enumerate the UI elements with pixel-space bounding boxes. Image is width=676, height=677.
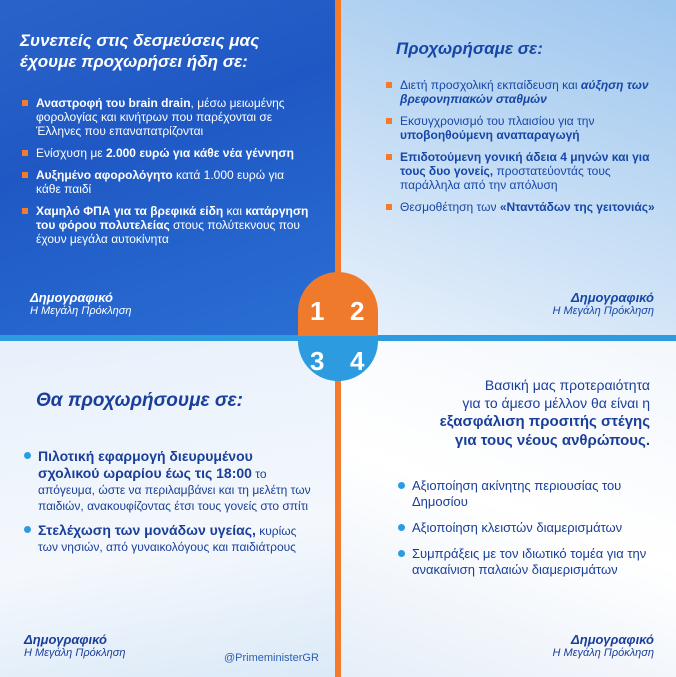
bullet-icon xyxy=(386,154,392,160)
list-item xyxy=(24,448,314,514)
list-item xyxy=(22,96,312,138)
brand-logo xyxy=(30,290,132,317)
list-item xyxy=(24,522,314,555)
item-text: κατά 1.000 ευρώ για κάθε παιδί xyxy=(36,168,285,196)
item-text: Θεσμοθέτηση των xyxy=(400,200,500,214)
q4-list xyxy=(398,478,648,588)
item-text: και xyxy=(558,78,581,92)
bullet-icon xyxy=(22,172,28,178)
q1-title-line1: Συνεπείς στις δεσμεύσεις μας xyxy=(20,31,260,50)
list-item xyxy=(386,78,656,106)
brand-title: Δημογραφικό xyxy=(24,632,107,647)
list-item xyxy=(22,204,312,246)
q1-title-line2: έχουμε προχωρήσει ήδη σε: xyxy=(20,52,248,71)
list-item xyxy=(22,168,312,196)
q4-intro xyxy=(360,376,650,450)
bullet-icon xyxy=(398,550,405,557)
section-number-1: 1 xyxy=(310,296,325,326)
item-bold: κατάργηση του φόρου πολυτελείας xyxy=(36,204,309,232)
intro-line: Βασική μας προτεραιότητα xyxy=(484,377,650,393)
list-item xyxy=(386,200,656,214)
quadrant-4 xyxy=(340,340,676,677)
list-item xyxy=(398,478,648,510)
list-item xyxy=(22,146,312,160)
brand-title: Δημογραφικό xyxy=(30,290,113,305)
item-bold: Πιλοτική εφαρμογή διευρυμένου σχολικού ωραρίου έως τις 18:00 xyxy=(38,448,253,481)
section-number-2: 2 xyxy=(350,296,365,326)
brand-logo xyxy=(24,632,126,659)
brand-subtitle: Η Μεγάλη Πρόκληση xyxy=(552,305,654,317)
section-number-4: 4 xyxy=(350,346,365,376)
item-bold: Επιδοτούμενη γονική άδεια 4 μηνών και για τους δυο γονείς, xyxy=(400,150,650,178)
item-bold: Στελέχωση των μονάδων υγείας, xyxy=(38,522,256,538)
bullet-icon xyxy=(24,526,31,533)
item-bold: Αυξημένο αφορολόγητο xyxy=(36,168,173,182)
bullet-icon xyxy=(22,100,28,106)
list-item xyxy=(398,520,648,536)
quadrant-1 xyxy=(0,0,336,336)
brand-subtitle: Η Μεγάλη Πρόκληση xyxy=(24,647,126,659)
item-text: και xyxy=(223,204,246,218)
intro-bold: για τους νέους ανθρώπους. xyxy=(454,432,650,449)
item-text: Ενίσχυση με xyxy=(36,146,106,160)
quadrant-2 xyxy=(340,0,676,336)
list-item xyxy=(386,150,656,192)
brand-logo xyxy=(553,290,655,317)
intro-line: για το άμεσο μέλλον θα είναι η xyxy=(462,395,650,411)
q1-title xyxy=(20,30,320,72)
item-bold: αύξηση των βρεφονηπιακών σταθμών xyxy=(400,78,649,106)
item-text: Αξιοποίηση ακίνητης περιουσίας του Δημοσίου xyxy=(412,478,622,509)
q2-title: Προχωρήσαμε σε: xyxy=(396,39,543,58)
item-text: κυρίως των νησιών, από γυναικολόγους και παιδιάτρους xyxy=(38,524,297,554)
item-text: στους πολύτεκνους που έχουν μεγάλα αυτοκίνητα xyxy=(36,218,300,246)
intro-bold: εξασφάλιση προσιτής στέγης xyxy=(439,413,650,430)
quadrant-3 xyxy=(0,340,336,677)
item-text: Συμπράξεις με τον ιδιωτικό τομέα για την ανακαίνιση παλαιών διαμερισμάτων xyxy=(412,546,647,577)
bullet-icon xyxy=(386,82,392,88)
item-text: το απόγευμα, ώστε να περιλαμβάνει και τη μελέτη των παιδιών, ανακουφίζοντας έτσι τους γονείς στο σπίτι xyxy=(38,467,311,513)
item-bold: «Νταντάδων της γειτονιάς» xyxy=(499,200,655,214)
bullet-icon xyxy=(22,150,28,156)
item-text: προστατεύοντάς τους παράλληλα από την απόλυση xyxy=(400,164,611,192)
list-item xyxy=(386,114,656,142)
item-text: Αξιοποίηση κλειστών διαμερισμάτων xyxy=(412,520,623,535)
q1-list xyxy=(22,96,312,254)
bullet-icon xyxy=(22,208,28,214)
q2-list xyxy=(386,78,656,222)
item-bold: Αναστροφή του brain drain xyxy=(36,96,191,110)
brand-subtitle: Η Μεγάλη Πρόκληση xyxy=(552,647,654,659)
bullet-icon xyxy=(398,482,405,489)
q3-list xyxy=(24,448,314,563)
q3-title: Θα προχωρήσουμε σε: xyxy=(36,390,243,411)
brand-subtitle: Η Μεγάλη Πρόκληση xyxy=(30,305,132,317)
list-item xyxy=(398,546,648,578)
item-text: Εκσυγχρονισμό του πλαισίου για την xyxy=(400,114,595,128)
item-bold: υποβοηθούμενη αναπαραγωγή xyxy=(400,128,580,142)
bullet-icon xyxy=(398,524,405,531)
bullet-icon xyxy=(24,452,31,459)
item-text: Διετή προσχολική εκπαίδευση xyxy=(400,78,559,92)
brand-logo xyxy=(553,632,655,659)
bullet-icon xyxy=(386,204,392,210)
item-bold: Χαμηλό ΦΠΑ για τα βρεφικά είδη xyxy=(36,204,224,218)
item-text: , μέσω μειωμένης φορολογίας και κινήτρων που παρέχονται σε Έλληνες που επαναπατρίζονται xyxy=(36,96,285,138)
brand-title: Δημογραφικό xyxy=(571,290,654,305)
bullet-icon xyxy=(386,118,392,124)
item-bold: 2.000 ευρώ για κάθε νέα γέννηση xyxy=(105,146,294,160)
social-handle: @PrimeministerGR xyxy=(224,652,319,664)
section-number-3: 3 xyxy=(310,346,325,376)
brand-title: Δημογραφικό xyxy=(571,632,654,647)
